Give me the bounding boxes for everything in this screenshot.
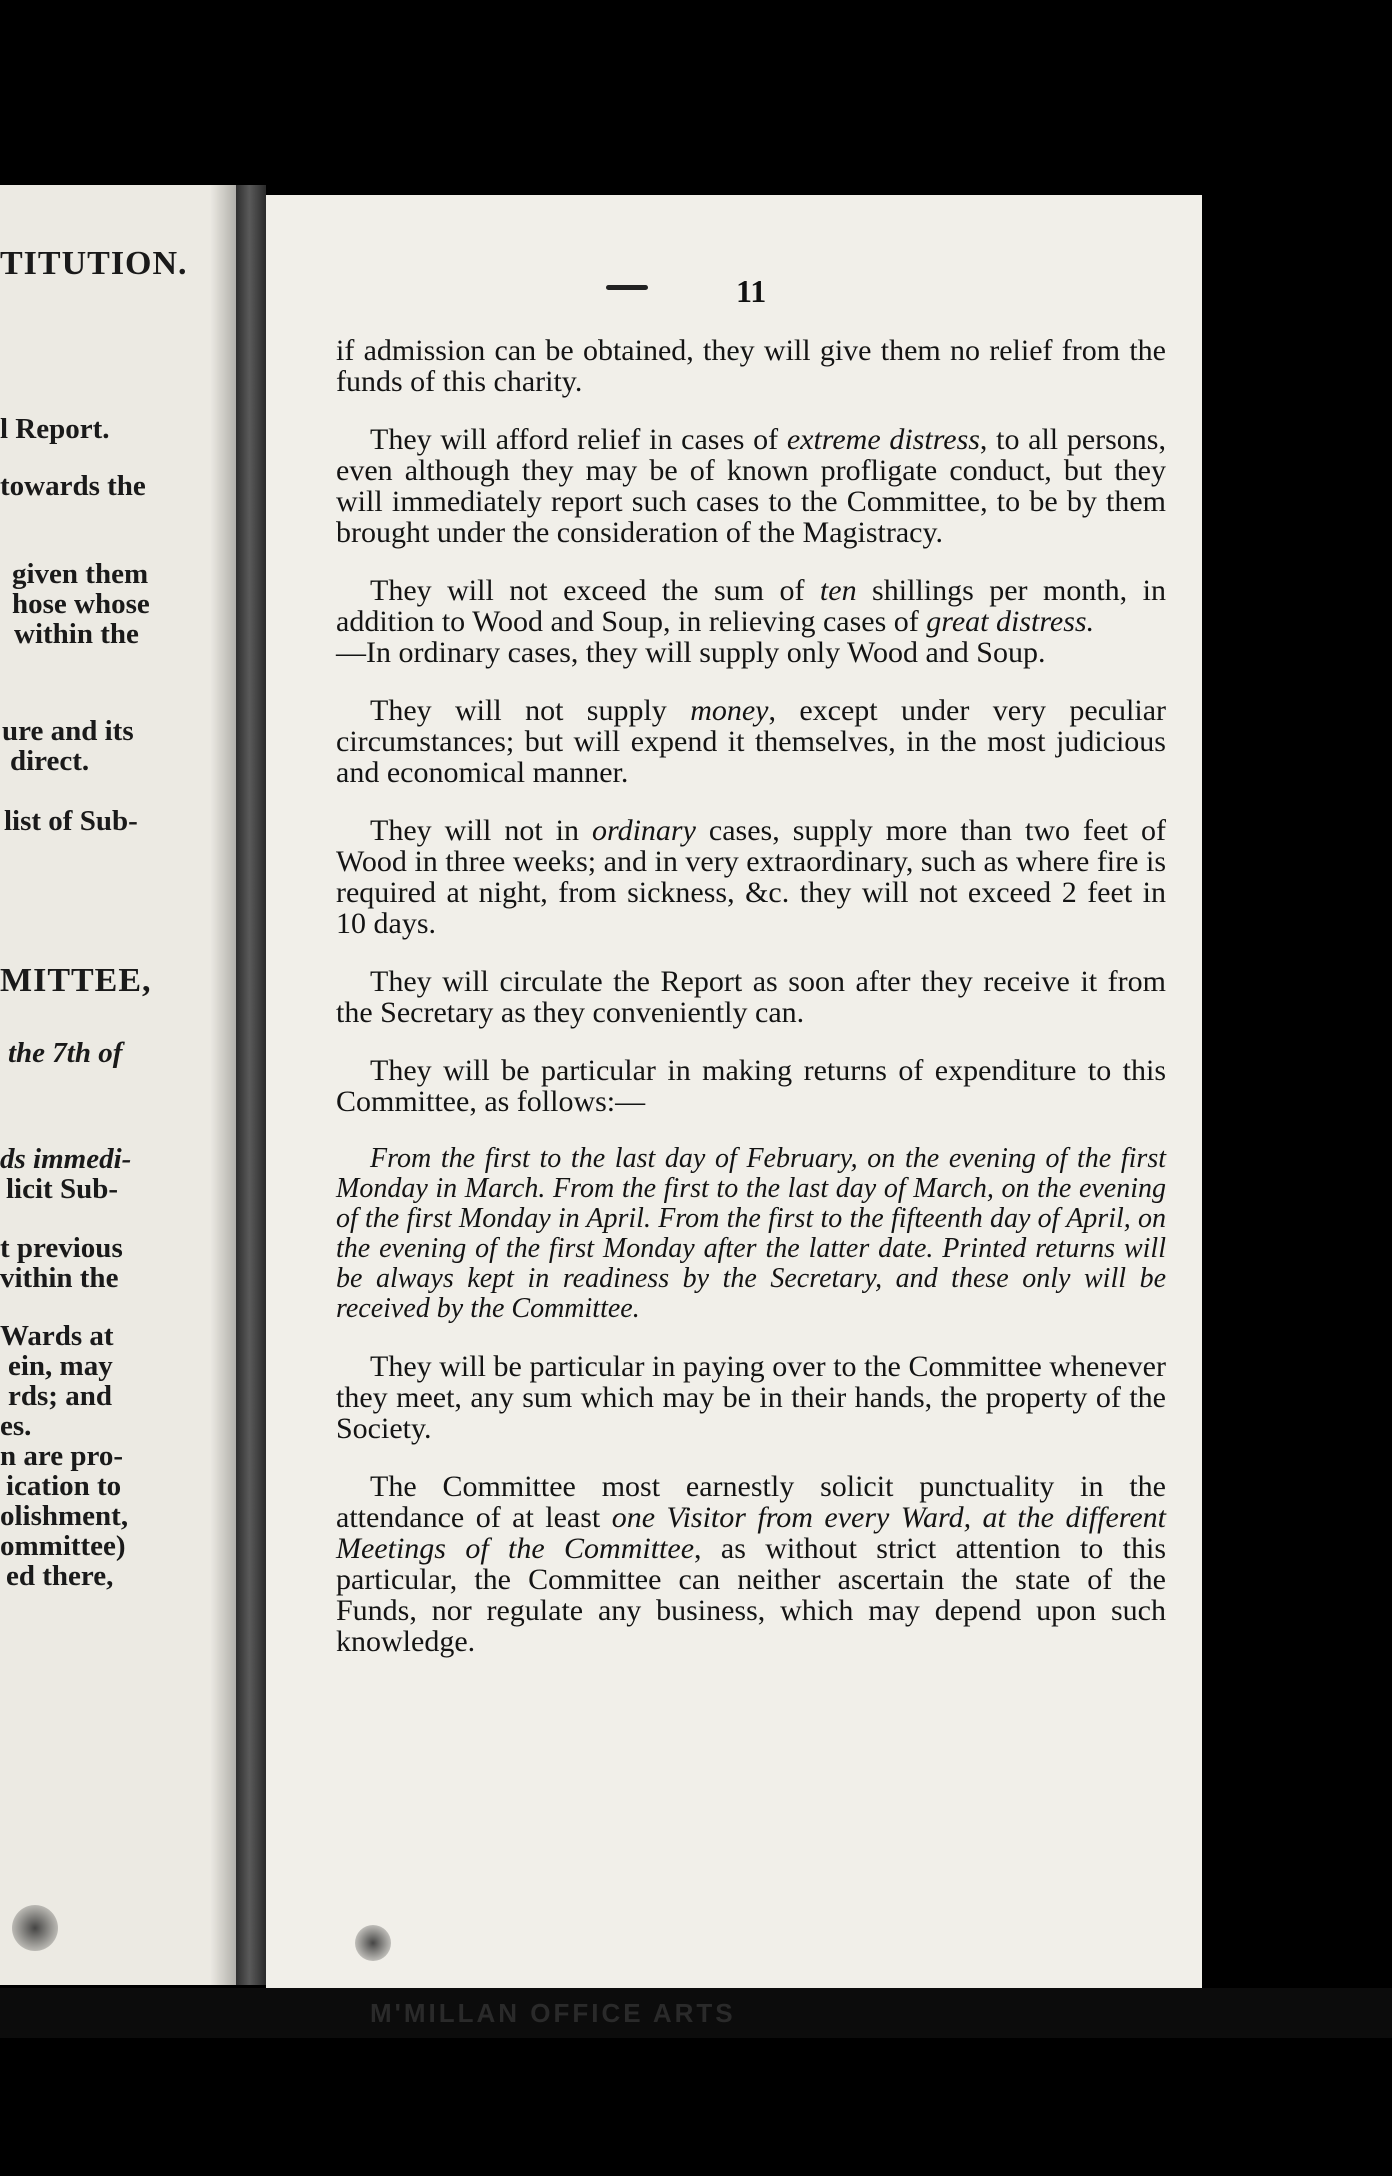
left-page-line: ication to — [6, 1470, 122, 1502]
book-gutter — [236, 185, 266, 1985]
left-page-line: towards the — [0, 470, 146, 502]
paragraph-1: if admission can be obtained, they will give them no relief from the funds of this charity. — [336, 334, 1166, 398]
left-page-line: MITTEE, — [0, 962, 152, 999]
left-page-line: the 7th of — [8, 1037, 123, 1069]
paragraph-2 — [336, 424, 1166, 548]
footer-band — [0, 1988, 1392, 2038]
left-page-line: within the — [14, 618, 139, 650]
left-page-line: Wards at — [0, 1320, 114, 1352]
left-page-line: list of Sub- — [4, 805, 138, 837]
left-page-line: es. — [0, 1410, 32, 1442]
left-page-line: TITUTION. — [0, 245, 188, 282]
paragraph-5-text-a: They will not in — [370, 814, 593, 847]
paragraph-10-italic: one Visitor from every Ward, at the different Meetings of the Committee — [336, 1501, 1166, 1565]
left-page-line: ed there, — [6, 1560, 114, 1592]
paragraph-8-returns-schedule: From the first to the last day of February, on the evening of the first Monday in March. From the first to the last day of March, on the evening of the first Monday in April. From the first to the fifteenth day of April, on the evening of the first Monday after the latter date. Printed returns will be always kept in readiness by the Secretary, and these only will be received by the Committee. — [336, 1143, 1166, 1324]
left-page-line: ure and its — [2, 715, 134, 747]
paragraph-2-text-b: , to all persons, even although they may be of known profligate conduct, but they will immediately report such cases to the Committee, to be by them brought under the consideration of the Magistracy. — [336, 423, 1166, 549]
paragraph-7: They will be particular in making returns of expenditure to this Committee, as follows:— — [336, 1054, 1166, 1118]
page-body — [336, 335, 1166, 1684]
paragraph-4-text-b: , except under very peculiar circumstances; but will expend it themselves, in the most judicious and economical manner. — [336, 694, 1167, 789]
paragraph-5-text-b: cases, supply more than two feet of Wood in three weeks; and in very extraordinary, such as where fire is required at night, from sickness, &c. they will not exceed 2 feet in 10 days. — [336, 814, 1166, 940]
paragraph-10-text-b: , as without strict attention to this particular, the Committee can neither ascertain the state of the Funds, nor regulate any business, which may depend upon such knowledge. — [336, 1532, 1166, 1658]
left-page — [0, 185, 236, 1985]
paragraph-4-text-a: They will not supply — [370, 694, 691, 727]
paragraph-2-text-a: They will afford relief in cases of — [370, 423, 787, 456]
paragraph-3 — [336, 575, 1166, 668]
left-page-line: licit Sub- — [6, 1173, 118, 1205]
left-page-line: n are pro- — [0, 1440, 123, 1472]
left-page-line: vithin the — [0, 1262, 119, 1294]
left-page-line: t previous — [0, 1232, 123, 1264]
paragraph-9: They will be particular in paying over to the Committee whenever they meet, any sum which may be in their hands, the property of the Society. — [336, 1350, 1166, 1445]
left-page-line: ein, may — [8, 1350, 113, 1382]
left-page-line: ommittee) — [0, 1530, 126, 1562]
paragraph-5-italic: ordinary — [592, 814, 696, 847]
paragraph-4-italic: money — [690, 694, 769, 727]
ink-stain — [355, 1925, 391, 1961]
paragraph-3-text-c: —In ordinary cases, they will supply only Wood and Soup. — [336, 636, 1046, 669]
paragraph-10 — [336, 1471, 1166, 1657]
left-page-line: direct. — [10, 745, 90, 777]
paragraph-3-italic-2: great distress. — [926, 605, 1095, 638]
left-page-line: rds; and — [8, 1380, 112, 1412]
left-page-line: hose whose — [12, 588, 150, 620]
paragraph-3-text-b: shillings per month, in addition to Wood and Soup, in relieving cases of — [336, 574, 1166, 638]
paragraph-3-italic-1: ten — [819, 574, 857, 607]
gutter-shadow — [210, 185, 236, 1985]
left-page-line: given them — [12, 558, 149, 590]
paragraph-6: They will circulate the Report as soon after they receive it from the Secretary as they conveniently can. — [336, 965, 1166, 1029]
left-page-line: ds immedi- — [0, 1143, 132, 1175]
paragraph-2-italic: extreme distress — [786, 423, 980, 456]
page-number: 11 — [736, 273, 767, 309]
page-header-dash — [606, 285, 648, 290]
paragraph-5 — [336, 815, 1166, 939]
paragraph-4 — [336, 695, 1166, 788]
left-page-line: olishment, — [0, 1500, 129, 1532]
paragraph-10-text-a: The Committee most earnestly solicit punctuality in the attendance of at least — [336, 1470, 1166, 1534]
left-page-line: l Report. — [0, 413, 110, 445]
footer-band-label: M'MILLAN OFFICE ARTS — [370, 1998, 736, 2028]
paragraph-3-text-a: They will not exceed the sum of — [370, 574, 820, 607]
ink-stain — [12, 1905, 58, 1951]
right-page — [266, 195, 1202, 2015]
